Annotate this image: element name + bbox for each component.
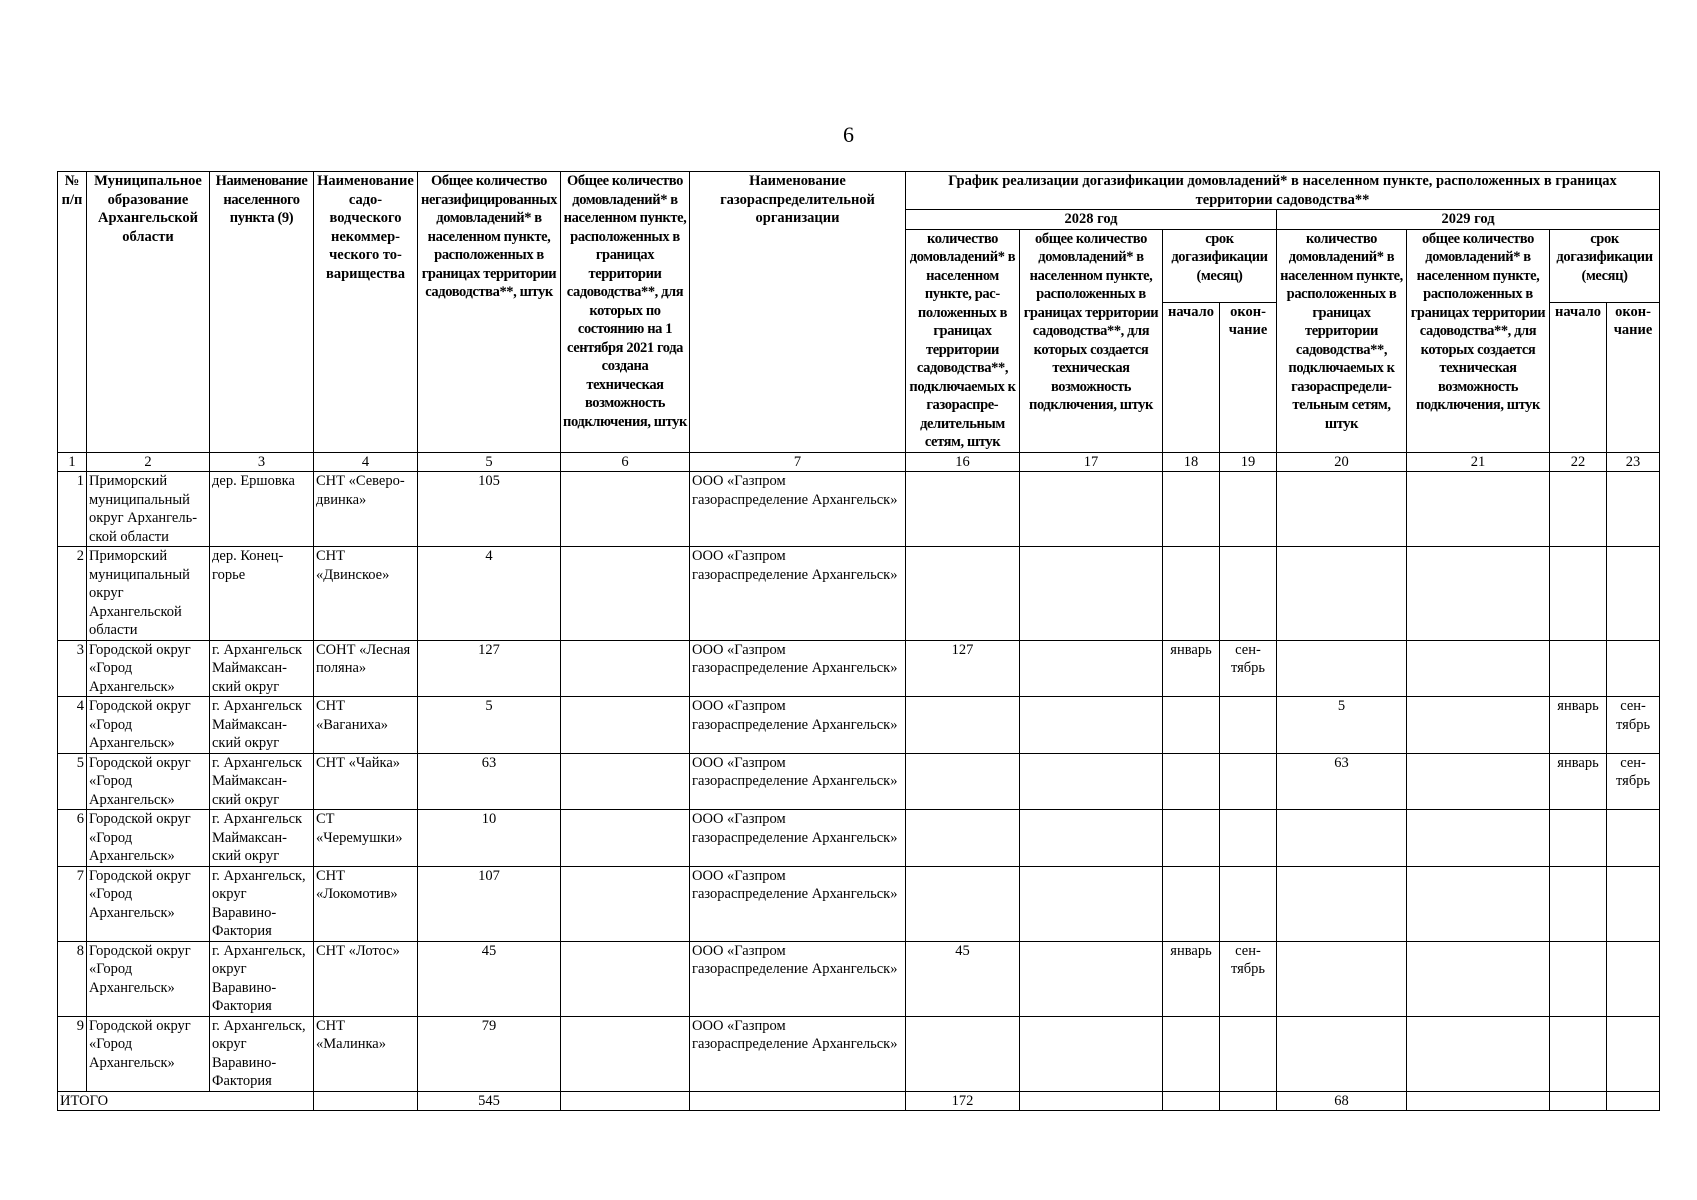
totals-tech-2028: [1020, 1091, 1163, 1111]
row-number: 7: [58, 866, 87, 941]
snt-cell: СНТ «Двинское»: [314, 547, 418, 641]
settlement-cell: г. Архангельск, округ Варавино-Фактория: [210, 866, 314, 941]
settlement-cell: дер. Ершовка: [210, 472, 314, 547]
connected-2028-cell: [906, 866, 1020, 941]
start-2029-cell: январь: [1550, 697, 1607, 754]
settlement-cell: г. Архангельск, округ Варавино-Фактория: [210, 941, 314, 1016]
start-2029-cell: [1550, 640, 1607, 697]
connected-2029-cell: [1277, 1016, 1407, 1091]
start-2029-cell: [1550, 866, 1607, 941]
end-2029-cell: [1607, 640, 1660, 697]
header-tech-possibility: Общее количество домовладений* в населенном пункте, расположенных в границах территории садоводства**, для которых по состоянию на 1 сентября 2021 года создана техническая возможность подключения, штук: [561, 172, 690, 453]
start-2028-cell: [1163, 810, 1220, 867]
connected-2029-cell: [1277, 547, 1407, 641]
total-homes-cell: 79: [418, 1016, 561, 1091]
end-2029-cell: [1607, 472, 1660, 547]
tech-2028-cell: [1020, 810, 1163, 867]
tech-cell: [561, 810, 690, 867]
header-settlement: Наименование населенного пункта (9): [210, 172, 314, 453]
snt-cell: СОНТ «Лесная поляна»: [314, 640, 418, 697]
header-2029-connected: количество домовладений* в населенном пункте, расположенных в границах территории садоводства**, подключаемых к газораспределительным сетям, штук: [1277, 229, 1407, 452]
gas-organization-cell: ООО «Газпром газораспределение Архангельск»: [690, 472, 906, 547]
snt-cell: СНТ «Лотос»: [314, 941, 418, 1016]
start-2028-cell: [1163, 1016, 1220, 1091]
municipality-cell: Приморский муниципальный округ Архангельской области: [87, 472, 210, 547]
connected-2028-cell: [906, 472, 1020, 547]
column-number: 17: [1020, 452, 1163, 472]
total-homes-cell: 105: [418, 472, 561, 547]
column-number-row: [58, 452, 1660, 472]
header-year-2028: 2028 год: [906, 210, 1277, 230]
gas-organization-cell: ООО «Газпром газораспределение Архангельск»: [690, 697, 906, 754]
tech-cell: [561, 697, 690, 754]
tech-2029-cell: [1407, 697, 1550, 754]
header-2028-start: начало: [1163, 302, 1220, 452]
header-2028-end: окончание: [1220, 302, 1277, 452]
start-2028-cell: [1163, 753, 1220, 810]
tech-2028-cell: [1020, 697, 1163, 754]
header-2028-connected: количество домовладений* в населенном пункте, расположенных в границах территории садоводства**, подключаемых к газораспределительным сетям, штук: [906, 229, 1020, 452]
municipality-cell: Городской округ «Город Архангельск»: [87, 697, 210, 754]
header-2029-term: срок догазификации (месяц): [1550, 229, 1660, 302]
end-2029-cell: [1607, 547, 1660, 641]
table-row: [58, 1016, 1660, 1091]
start-2029-cell: январь: [1550, 753, 1607, 810]
totals-start-2028: [1163, 1091, 1220, 1111]
column-number: 7: [690, 452, 906, 472]
tech-2029-cell: [1407, 866, 1550, 941]
column-number: 20: [1277, 452, 1407, 472]
start-2029-cell: [1550, 810, 1607, 867]
settlement-cell: г. Архангельск Маймаксанский округ: [210, 810, 314, 867]
table-header: [58, 172, 1660, 453]
row-number: 6: [58, 810, 87, 867]
connected-2028-cell: [906, 810, 1020, 867]
start-2028-cell: [1163, 547, 1220, 641]
start-2028-cell: январь: [1163, 941, 1220, 1016]
end-2028-cell: [1220, 866, 1277, 941]
tech-2028-cell: [1020, 941, 1163, 1016]
end-2028-cell: сентябрь: [1220, 640, 1277, 697]
end-2028-cell: сентябрь: [1220, 941, 1277, 1016]
connected-2029-cell: [1277, 866, 1407, 941]
column-number: 23: [1607, 452, 1660, 472]
municipality-cell: Городской округ «Город Архангельск»: [87, 810, 210, 867]
settlement-cell: г. Архангельск Маймаксанский округ: [210, 640, 314, 697]
header-2028-term: срок догазификации (месяц): [1163, 229, 1277, 302]
tech-2028-cell: [1020, 547, 1163, 641]
totals-end-2029: [1607, 1091, 1660, 1111]
totals-tech-cell: [561, 1091, 690, 1111]
column-number: 18: [1163, 452, 1220, 472]
connected-2028-cell: 45: [906, 941, 1020, 1016]
total-homes-cell: 5: [418, 697, 561, 754]
totals-tech-2029: [1407, 1091, 1550, 1111]
settlement-cell: г. Архангельск Маймаксанский округ: [210, 697, 314, 754]
header-2029-end: окончание: [1607, 302, 1660, 452]
total-homes-cell: 45: [418, 941, 561, 1016]
gas-organization-cell: ООО «Газпром газораспределение Архангельск»: [690, 547, 906, 641]
connected-2028-cell: [906, 753, 1020, 810]
row-number: 3: [58, 640, 87, 697]
column-number: 22: [1550, 452, 1607, 472]
settlement-cell: дер. Конецгорье: [210, 547, 314, 641]
end-2029-cell: сентябрь: [1607, 753, 1660, 810]
settlement-cell: г. Архангельск Маймаксанский округ: [210, 753, 314, 810]
snt-cell: СНТ «Ваганиха»: [314, 697, 418, 754]
column-number: 5: [418, 452, 561, 472]
start-2029-cell: [1550, 547, 1607, 641]
settlement-cell: г. Архангельск, округ Варавино-Фактория: [210, 1016, 314, 1091]
row-number: 1: [58, 472, 87, 547]
tech-cell: [561, 866, 690, 941]
header-number: № п/п: [58, 172, 87, 453]
start-2028-cell: январь: [1163, 640, 1220, 697]
table-row: [58, 941, 1660, 1016]
start-2028-cell: [1163, 697, 1220, 754]
row-number: 5: [58, 753, 87, 810]
header-2029-tech: общее количество домовладений* в населенном пункте, расположенных в границах территории садоводства**, для которых создается техническая возможность подключения, штук: [1407, 229, 1550, 452]
row-number: 2: [58, 547, 87, 641]
connected-2029-cell: [1277, 640, 1407, 697]
end-2029-cell: [1607, 866, 1660, 941]
column-number: 16: [906, 452, 1020, 472]
tech-cell: [561, 1016, 690, 1091]
municipality-cell: Городской округ «Город Архангельск»: [87, 753, 210, 810]
header-year-2029: 2029 год: [1277, 210, 1660, 230]
start-2029-cell: [1550, 1016, 1607, 1091]
connected-2029-cell: 5: [1277, 697, 1407, 754]
header-municipality: Муниципальное образование Архангельской области: [87, 172, 210, 453]
column-number: 1: [58, 452, 87, 472]
tech-2028-cell: [1020, 753, 1163, 810]
tech-cell: [561, 753, 690, 810]
municipality-cell: Городской округ «Город Архангельск»: [87, 866, 210, 941]
gas-organization-cell: ООО «Газпром газораспределение Архангельск»: [690, 640, 906, 697]
tech-2028-cell: [1020, 866, 1163, 941]
tech-2029-cell: [1407, 810, 1550, 867]
municipality-cell: Городской округ «Город Архангельск»: [87, 1016, 210, 1091]
column-number: 6: [561, 452, 690, 472]
table-row: [58, 753, 1660, 810]
totals-org-cell: [690, 1091, 906, 1111]
tech-2028-cell: [1020, 1016, 1163, 1091]
table-row: [58, 866, 1660, 941]
tech-cell: [561, 640, 690, 697]
totals-total-homes: 545: [418, 1091, 561, 1111]
connected-2028-cell: [906, 1016, 1020, 1091]
municipality-cell: Городской округ «Город Архангельск»: [87, 941, 210, 1016]
header-total-homes: Общее количество негазифицированных домовладений* в населенном пункте, расположенных в границах территории садоводства**, штук: [418, 172, 561, 453]
totals-connected-2028: 172: [906, 1091, 1020, 1111]
end-2028-cell: [1220, 1016, 1277, 1091]
start-2029-cell: [1550, 472, 1607, 547]
header-gas-organization: Наименование газораспределительной организации: [690, 172, 906, 453]
snt-cell: СНТ «Локомотив»: [314, 866, 418, 941]
table-row: [58, 697, 1660, 754]
total-homes-cell: 107: [418, 866, 561, 941]
column-number: 3: [210, 452, 314, 472]
totals-row: [58, 1091, 1660, 1111]
table-row: [58, 810, 1660, 867]
connected-2029-cell: 63: [1277, 753, 1407, 810]
tech-cell: [561, 547, 690, 641]
start-2029-cell: [1550, 941, 1607, 1016]
start-2028-cell: [1163, 866, 1220, 941]
end-2028-cell: [1220, 753, 1277, 810]
table-body: [58, 452, 1660, 1111]
header-2029-start: начало: [1550, 302, 1607, 452]
start-2028-cell: [1163, 472, 1220, 547]
gas-organization-cell: ООО «Газпром газораспределение Архангельск»: [690, 810, 906, 867]
total-homes-cell: 4: [418, 547, 561, 641]
connected-2028-cell: [906, 547, 1020, 641]
tech-2029-cell: [1407, 472, 1550, 547]
tech-2029-cell: [1407, 640, 1550, 697]
connected-2028-cell: [906, 697, 1020, 754]
tech-cell: [561, 941, 690, 1016]
end-2028-cell: [1220, 547, 1277, 641]
connected-2028-cell: 127: [906, 640, 1020, 697]
row-number: 9: [58, 1016, 87, 1091]
gasification-table: [57, 171, 1660, 1111]
end-2029-cell: [1607, 810, 1660, 867]
totals-end-2028: [1220, 1091, 1277, 1111]
total-homes-cell: 63: [418, 753, 561, 810]
tech-cell: [561, 472, 690, 547]
end-2028-cell: [1220, 810, 1277, 867]
table-row: [58, 640, 1660, 697]
total-homes-cell: 10: [418, 810, 561, 867]
totals-label: ИТОГО: [58, 1091, 314, 1111]
municipality-cell: Приморский муниципальный округ Архангельской области: [87, 547, 210, 641]
header-snt: Наименование садоводческого некоммерческого товарищества: [314, 172, 418, 453]
total-homes-cell: 127: [418, 640, 561, 697]
end-2028-cell: [1220, 472, 1277, 547]
connected-2029-cell: [1277, 472, 1407, 547]
tech-2029-cell: [1407, 753, 1550, 810]
end-2029-cell: сентябрь: [1607, 697, 1660, 754]
gas-organization-cell: ООО «Газпром газораспределение Архангельск»: [690, 866, 906, 941]
gas-organization-cell: ООО «Газпром газораспределение Архангельск»: [690, 753, 906, 810]
page-number: 6: [843, 122, 854, 147]
municipality-cell: Городской округ «Город Архангельск»: [87, 640, 210, 697]
table-row: [58, 547, 1660, 641]
tech-2029-cell: [1407, 547, 1550, 641]
header-schedule: График реализации догазификации домовладений* в населенном пункте, расположенных в границах территории садоводства**: [906, 172, 1660, 210]
row-number: 4: [58, 697, 87, 754]
totals-connected-2029: 68: [1277, 1091, 1407, 1111]
column-number: 2: [87, 452, 210, 472]
tech-2028-cell: [1020, 640, 1163, 697]
gas-organization-cell: ООО «Газпром газораспределение Архангельск»: [690, 1016, 906, 1091]
connected-2029-cell: [1277, 810, 1407, 867]
row-number: 8: [58, 941, 87, 1016]
snt-cell: СТ «Черемушки»: [314, 810, 418, 867]
tech-2028-cell: [1020, 472, 1163, 547]
tech-2029-cell: [1407, 1016, 1550, 1091]
end-2029-cell: [1607, 941, 1660, 1016]
end-2028-cell: [1220, 697, 1277, 754]
gas-organization-cell: ООО «Газпром газораспределение Архангельск»: [690, 941, 906, 1016]
snt-cell: СНТ «Чайка»: [314, 753, 418, 810]
column-number: 4: [314, 452, 418, 472]
connected-2029-cell: [1277, 941, 1407, 1016]
tech-2029-cell: [1407, 941, 1550, 1016]
column-number: 19: [1220, 452, 1277, 472]
end-2029-cell: [1607, 1016, 1660, 1091]
snt-cell: СНТ «Малинка»: [314, 1016, 418, 1091]
column-number: 21: [1407, 452, 1550, 472]
table-row: [58, 472, 1660, 547]
snt-cell: СНТ «Северодвинка»: [314, 472, 418, 547]
totals-snt-cell: [314, 1091, 418, 1111]
header-2028-tech: общее количество домовладений* в населенном пункте, расположенных в границах территории садоводства**, для которых создается техническая возможность подключения, штук: [1020, 229, 1163, 452]
totals-start-2029: [1550, 1091, 1607, 1111]
